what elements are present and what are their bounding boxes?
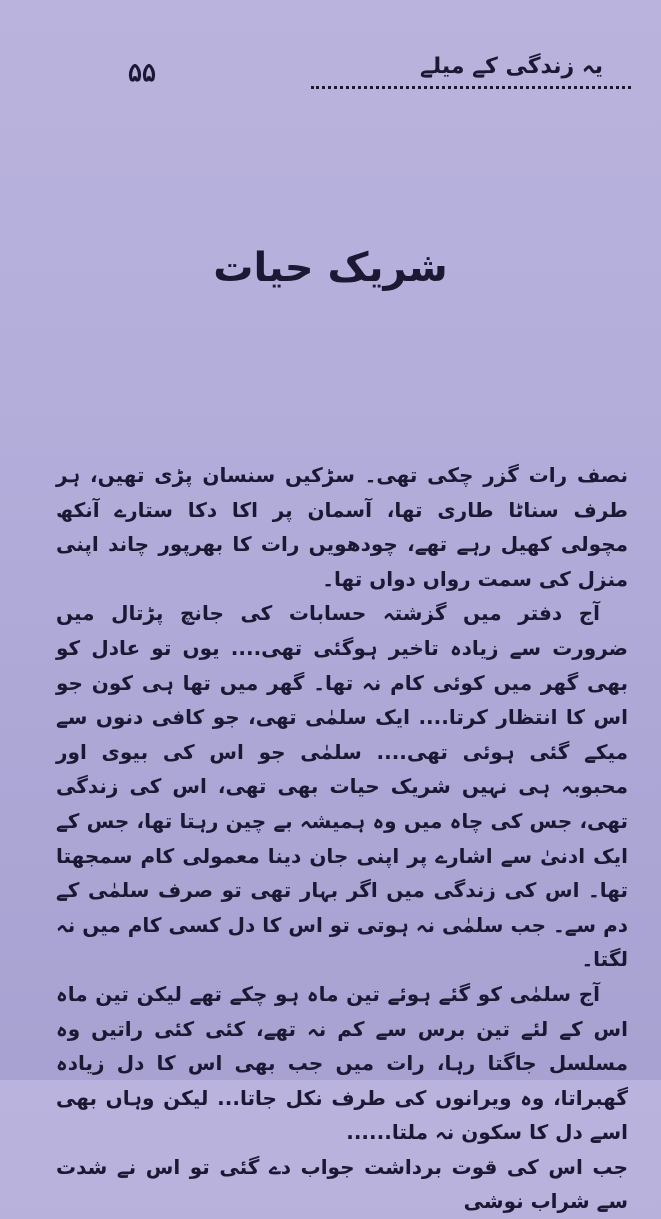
body-text [56,458,628,1219]
paragraph-1: نصف رات گزر چکی تھی۔ سڑکیں سنسان پڑی تھیں، ہر طرف سناٹا طاری تھا، آسمان پر اکا دکا ستارے آنکھ مچولی کھیل رہے تھے، چودھویں رات کا بھرپور چاند اپنی منزل کی سمت رواں دواں تھا۔ [56,463,628,591]
page-number: ۵۵ [128,58,156,88]
chapter-title: شریک حیات [213,245,448,291]
running-header [311,52,631,92]
paragraph-2: آج دفتر میں گزشتہ حسابات کی جانچ پڑتال میں ضرورت سے زیادہ تاخیر ہوگئی تھی.... یوں تو عادل کو بھی گھر میں کوئی کام نہ تھا۔ گھر میں تھا ہی کون جو اس کا انتظار کرتا.... ایک سلمٰی تھی، جو کافی دنوں سے میکے گئی ہوئی تھی.... سلمٰی جو اس کی بیوی اور محبوبہ ہی نہیں شریک حیات بھی تھی، اس کی زندگی تھی، جس کی چاہ میں وہ ہمیشہ بے چین رہتا تھا، جس کے ایک ادنیٰ سے اشارے پر اپنی جان دینا معمولی کام سمجھتا تھا۔ اس کی زندگی میں اگر بہار تھی تو صرف سلمٰی کے دم سے۔ جب سلمٰی نہ ہوتی تو اس کا دل کسی کام میں نہ لگتا۔ [56,601,628,972]
paragraph-3: آج سلمٰی کو گئے ہوئے تین ماہ ہو چکے تھے لیکن تین ماہ اس کے لئے تین برس سے کم نہ تھے، کئی کئی راتیں وہ مسلسل جاگتا رہا، رات میں جب بھی اس کا دل زیادہ گھبراتا، وہ ویرانوں کی طرف نکل جاتا... لیکن وہاں بھی اسے دل کا سکون نہ ملتا...... [56,981,628,1145]
paragraph-4: جب اس کی قوت برداشت جواب دے گئی تو اس نے شدت سے شراب نوشی [56,1154,628,1214]
header-dotted-rule [311,86,631,89]
running-title: یہ زندگی کے میلے [420,54,603,79]
